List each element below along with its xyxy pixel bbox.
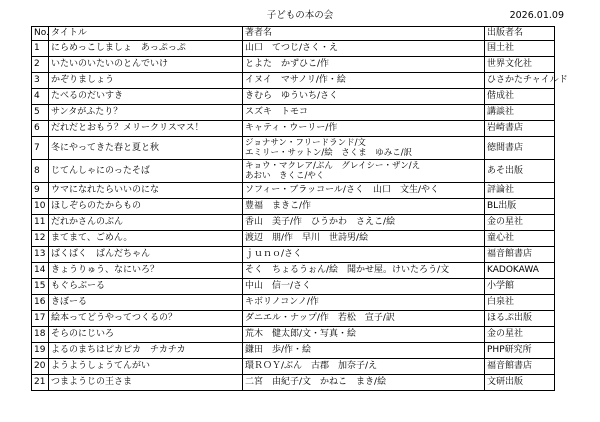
- author-line: きむら ゆういち/さく: [245, 91, 339, 101]
- table-row: [32, 89, 555, 105]
- row-number: 20: [32, 359, 49, 375]
- book-author: [243, 311, 485, 327]
- book-publisher: 講談社: [485, 105, 555, 121]
- table-row: [32, 375, 555, 391]
- book-author: [243, 183, 485, 199]
- row-number: 9: [32, 183, 49, 199]
- table-row: [32, 343, 555, 359]
- book-title: 絵本ってどうやってつくるの？: [49, 311, 243, 327]
- book-title: かぞりましょう: [49, 73, 243, 89]
- table-row: [32, 41, 555, 57]
- book-table: [31, 26, 568, 391]
- book-publisher: 白泉社: [485, 295, 555, 311]
- row-number: 6: [32, 121, 49, 137]
- book-author: [243, 57, 485, 73]
- row-number: 1: [32, 41, 49, 57]
- page-date: 2026.01.09: [509, 10, 564, 21]
- row-number: 18: [32, 327, 49, 343]
- book-publisher: PHP研究所: [485, 343, 555, 359]
- book-author: [243, 231, 485, 247]
- author-line: キャティ・ウーリー/作: [245, 123, 338, 133]
- book-title: ほしぞらのたからもの: [49, 199, 243, 215]
- book-title: きょうりゅう、なにいろ？: [49, 263, 243, 279]
- book-publisher: 文研出版: [485, 375, 555, 391]
- book-title: だれだとおもう？メリークリスマス！: [49, 121, 243, 137]
- book-author: [243, 137, 485, 160]
- book-publisher: ほるぷ出版: [485, 311, 555, 327]
- row-number: 2: [32, 57, 49, 73]
- author-line: 豊福 まきこ/作: [245, 201, 312, 211]
- column-header-title: タイトル: [49, 27, 243, 41]
- row-number: 14: [32, 263, 49, 279]
- author-line: あおい きくこ/やく: [245, 171, 325, 181]
- book-author: [243, 215, 485, 231]
- book-title: もぐらぶーる: [49, 279, 243, 295]
- book-author: [243, 343, 485, 359]
- book-publisher: 福音館書店: [485, 359, 555, 375]
- row-number: 12: [32, 231, 49, 247]
- book-author: [243, 279, 485, 295]
- book-title: よるのまちはピカピカ チカチカ: [49, 343, 243, 359]
- table-row: [32, 73, 555, 89]
- column-header-author: 著者名: [243, 27, 485, 41]
- author-line: そく ちょるうぉん/絵 聞かせ屋。けいたろう/文: [245, 265, 450, 275]
- table-row: [32, 279, 555, 295]
- book-author: [243, 247, 485, 263]
- author-line: 鎌田 歩/作・絵: [245, 345, 312, 355]
- table-row: [32, 359, 555, 375]
- book-publisher: 小学館: [485, 279, 555, 295]
- row-number: 15: [32, 279, 49, 295]
- row-number: 17: [32, 311, 49, 327]
- column-header-no: No.: [32, 27, 49, 41]
- author-line: エミリー・サットン/絵 さくま ゆみこ/訳: [245, 148, 413, 158]
- book-publisher: 世界文化社: [485, 57, 555, 73]
- book-publisher: 童心社: [485, 231, 555, 247]
- author-line: イヌイ マサノリ/作・絵: [245, 75, 346, 85]
- book-author: [243, 105, 485, 121]
- book-title: じてんしゃにのったそば: [49, 160, 243, 183]
- book-publisher: 福音館書店: [485, 247, 555, 263]
- row-number: 19: [32, 343, 49, 359]
- table-row: [32, 231, 555, 247]
- author-line: ジョナサン・フリードランド/文: [245, 138, 366, 148]
- book-title: にらめっこしましょ あっぷっぷ: [49, 41, 243, 57]
- book-title: ぱくぱく ぱんだちゃん: [49, 247, 243, 263]
- author-line: とよた かずひこ/作: [245, 59, 330, 69]
- table-body: [32, 41, 568, 391]
- row-number: 4: [32, 89, 49, 105]
- book-author: [243, 41, 485, 57]
- book-author: [243, 89, 485, 105]
- row-number: 10: [32, 199, 49, 215]
- author-line: ソフィー・ブラッコール/さく 山口 文生/やく: [245, 185, 439, 195]
- table-row: [32, 247, 555, 263]
- author-line: 荒木 健太郎/文・写真・絵: [245, 329, 357, 339]
- row-number: 7: [32, 137, 49, 160]
- table-row: [32, 137, 555, 160]
- table-row: [32, 121, 555, 137]
- book-publisher: BL出版: [485, 199, 555, 215]
- book-title: 冬にやってきた春と夏と秋: [49, 137, 243, 160]
- row-number: 5: [32, 105, 49, 121]
- book-publisher: 評論社: [485, 183, 555, 199]
- author-line: 中山 信一/さく: [245, 281, 312, 291]
- book-author: [243, 73, 485, 89]
- table-row: [32, 57, 555, 73]
- row-number: 8: [32, 160, 49, 183]
- row-number: 3: [32, 73, 49, 89]
- book-title: まてまて、ごめん。: [49, 231, 243, 247]
- author-line: キボリノコンノ/作: [245, 297, 319, 307]
- book-title: きぼーる: [49, 295, 243, 311]
- row-number: 13: [32, 247, 49, 263]
- book-author: [243, 359, 485, 375]
- table-row: [32, 199, 555, 215]
- row-number: 16: [32, 295, 49, 311]
- author-line: 渡辺 朋/作 早川 世詩男/絵: [245, 233, 369, 243]
- author-line: 環ＲＯＹ/ぶん 古郡 加奈子/え: [245, 361, 378, 371]
- book-author: [243, 199, 485, 215]
- column-header-publisher: 出版者名: [485, 27, 555, 41]
- table-row: [32, 311, 555, 327]
- book-title: ウマになれたらいいのにな: [49, 183, 243, 199]
- book-title: サンタがふたり？: [49, 105, 243, 121]
- author-line: ｊｕｎｏ/さく: [245, 249, 303, 259]
- book-title: そらのにじいろ: [49, 327, 243, 343]
- book-publisher: あそ出版: [485, 160, 555, 183]
- author-line: スズキ トモコ: [245, 107, 309, 117]
- author-line: 二宮 由紀子/文 かねこ まき/絵: [245, 377, 387, 387]
- book-author: [243, 375, 485, 391]
- table-row: [32, 263, 555, 279]
- book-publisher: 金の星社: [485, 327, 555, 343]
- table-header: [32, 27, 555, 41]
- book-publisher: ひさかたチャイルド: [485, 73, 555, 89]
- book-publisher: 岩崎書店: [485, 121, 555, 137]
- table-row: [32, 105, 555, 121]
- book-author: [243, 327, 485, 343]
- author-line: 香山 美子/作 ひうかわ さえこ/絵: [245, 217, 396, 227]
- page-title: 子どもの本の会: [266, 10, 334, 21]
- table-row: [32, 327, 555, 343]
- table-row: [32, 215, 555, 231]
- author-line: キョウ・マクレア/ぶん グレイシー・ザン/え: [245, 161, 421, 171]
- book-title: だれかさんのぶん: [49, 215, 243, 231]
- book-publisher: 国土社: [485, 41, 555, 57]
- row-number: 11: [32, 215, 49, 231]
- row-number: 21: [32, 375, 49, 391]
- book-title: いたいのいたいのとんでいけ: [49, 57, 243, 73]
- book-author: [243, 121, 485, 137]
- book-author: [243, 263, 485, 279]
- header-row: [32, 27, 555, 41]
- author-line: 山口 てつじ/さく・え: [245, 43, 339, 53]
- book-publisher: 金の星社: [485, 215, 555, 231]
- book-author: [243, 160, 485, 183]
- book-title: ようようしょうてんがい: [49, 359, 243, 375]
- book-title: つまようじの王さま: [49, 375, 243, 391]
- book-author: [243, 295, 485, 311]
- book-publisher: 偕成社: [485, 89, 555, 105]
- author-line: ダニエル・ナップ/作 若松 宣子/訳: [245, 313, 395, 323]
- table-row: [32, 183, 555, 199]
- book-publisher: KADOKAWA: [485, 263, 555, 279]
- book-publisher: 徳間書店: [485, 137, 555, 160]
- book-title: たべるのだいすき: [49, 89, 243, 105]
- table-row: [32, 295, 555, 311]
- table-row: [32, 160, 555, 183]
